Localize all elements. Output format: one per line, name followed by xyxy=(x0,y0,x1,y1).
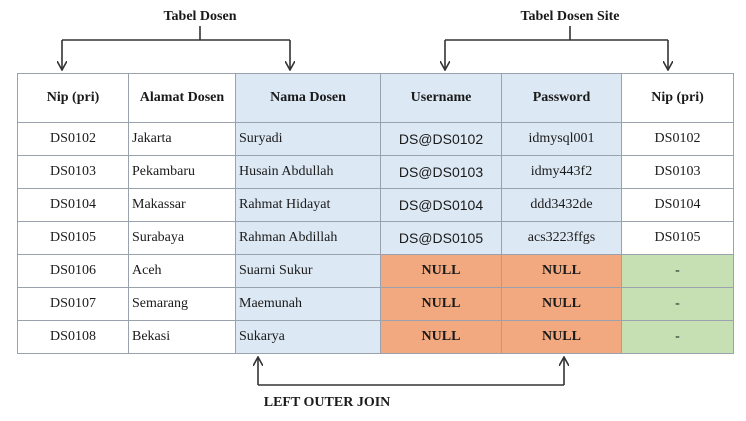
cell-alamat: Makassar xyxy=(129,189,236,222)
col-nama-dosen: Nama Dosen xyxy=(236,74,381,123)
cell-nip-site-empty: - xyxy=(622,255,734,288)
cell-alamat: Semarang xyxy=(129,288,236,321)
cell-nip: DS0107 xyxy=(18,288,129,321)
left-outer-join-label: LEFT OUTER JOIN xyxy=(263,395,391,410)
cell-nip: DS0108 xyxy=(18,321,129,354)
table-row xyxy=(18,123,734,156)
cell-alamat: Jakarta xyxy=(129,123,236,156)
cell-nip: DS0102 xyxy=(18,123,129,156)
cell-alamat: Aceh xyxy=(129,255,236,288)
cell-password-null: NULL xyxy=(502,255,622,288)
cell-nip: DS0105 xyxy=(18,222,129,255)
table-row xyxy=(18,156,734,189)
cell-nama: Maemunah xyxy=(236,288,381,321)
cell-nip-site-empty: - xyxy=(622,321,734,354)
table-row xyxy=(18,222,734,255)
col-password: Password xyxy=(502,74,622,123)
tabel-dosen-bracket xyxy=(62,26,290,69)
cell-nama: Husain Abdullah xyxy=(236,156,381,189)
table-row xyxy=(18,321,734,354)
col-alamat-dosen: Alamat Dosen xyxy=(129,74,236,123)
cell-nama: Suryadi xyxy=(236,123,381,156)
col-nip-pri: Nip (pri) xyxy=(18,74,129,123)
cell-nip-site: DS0103 xyxy=(622,156,734,189)
table-row xyxy=(18,255,734,288)
cell-password: idmy443f2 xyxy=(502,156,622,189)
cell-password: idmysql001 xyxy=(502,123,622,156)
table-row xyxy=(18,288,734,321)
cell-username-null: NULL xyxy=(381,321,502,354)
cell-password-null: NULL xyxy=(502,321,622,354)
cell-alamat: Bekasi xyxy=(129,321,236,354)
cell-nip: DS0106 xyxy=(18,255,129,288)
cell-nip-site: DS0104 xyxy=(622,189,734,222)
cell-nama: Rahmat Hidayat xyxy=(236,189,381,222)
header-row xyxy=(18,74,734,123)
cell-username: DS@DS0105 xyxy=(381,222,502,255)
cell-alamat: Pekambaru xyxy=(129,156,236,189)
cell-password: acs3223ffgs xyxy=(502,222,622,255)
cell-nama: Sukarya xyxy=(236,321,381,354)
join-result-table xyxy=(17,73,734,354)
cell-nama: Rahman Abdillah xyxy=(236,222,381,255)
cell-username: DS@DS0103 xyxy=(381,156,502,189)
table-row xyxy=(18,189,734,222)
cell-nama: Suarni Sukur xyxy=(236,255,381,288)
cell-username-null: NULL xyxy=(381,288,502,321)
tabel-dosen-site-label: Tabel Dosen Site xyxy=(520,9,620,24)
cell-password-null: NULL xyxy=(502,288,622,321)
cell-nip-site: DS0102 xyxy=(622,123,734,156)
cell-nip-site: DS0105 xyxy=(622,222,734,255)
left-outer-join-bracket xyxy=(258,358,564,385)
cell-username-null: NULL xyxy=(381,255,502,288)
cell-username: DS@DS0102 xyxy=(381,123,502,156)
cell-nip-site-empty: - xyxy=(622,288,734,321)
col-username: Username xyxy=(381,74,502,123)
cell-password: ddd3432de xyxy=(502,189,622,222)
tabel-dosen-site-bracket xyxy=(445,26,668,69)
cell-alamat: Surabaya xyxy=(129,222,236,255)
cell-nip: DS0103 xyxy=(18,156,129,189)
cell-username: DS@DS0104 xyxy=(381,189,502,222)
cell-nip: DS0104 xyxy=(18,189,129,222)
col-nip-pri-site: Nip (pri) xyxy=(622,74,734,123)
tabel-dosen-label: Tabel Dosen xyxy=(163,9,237,24)
